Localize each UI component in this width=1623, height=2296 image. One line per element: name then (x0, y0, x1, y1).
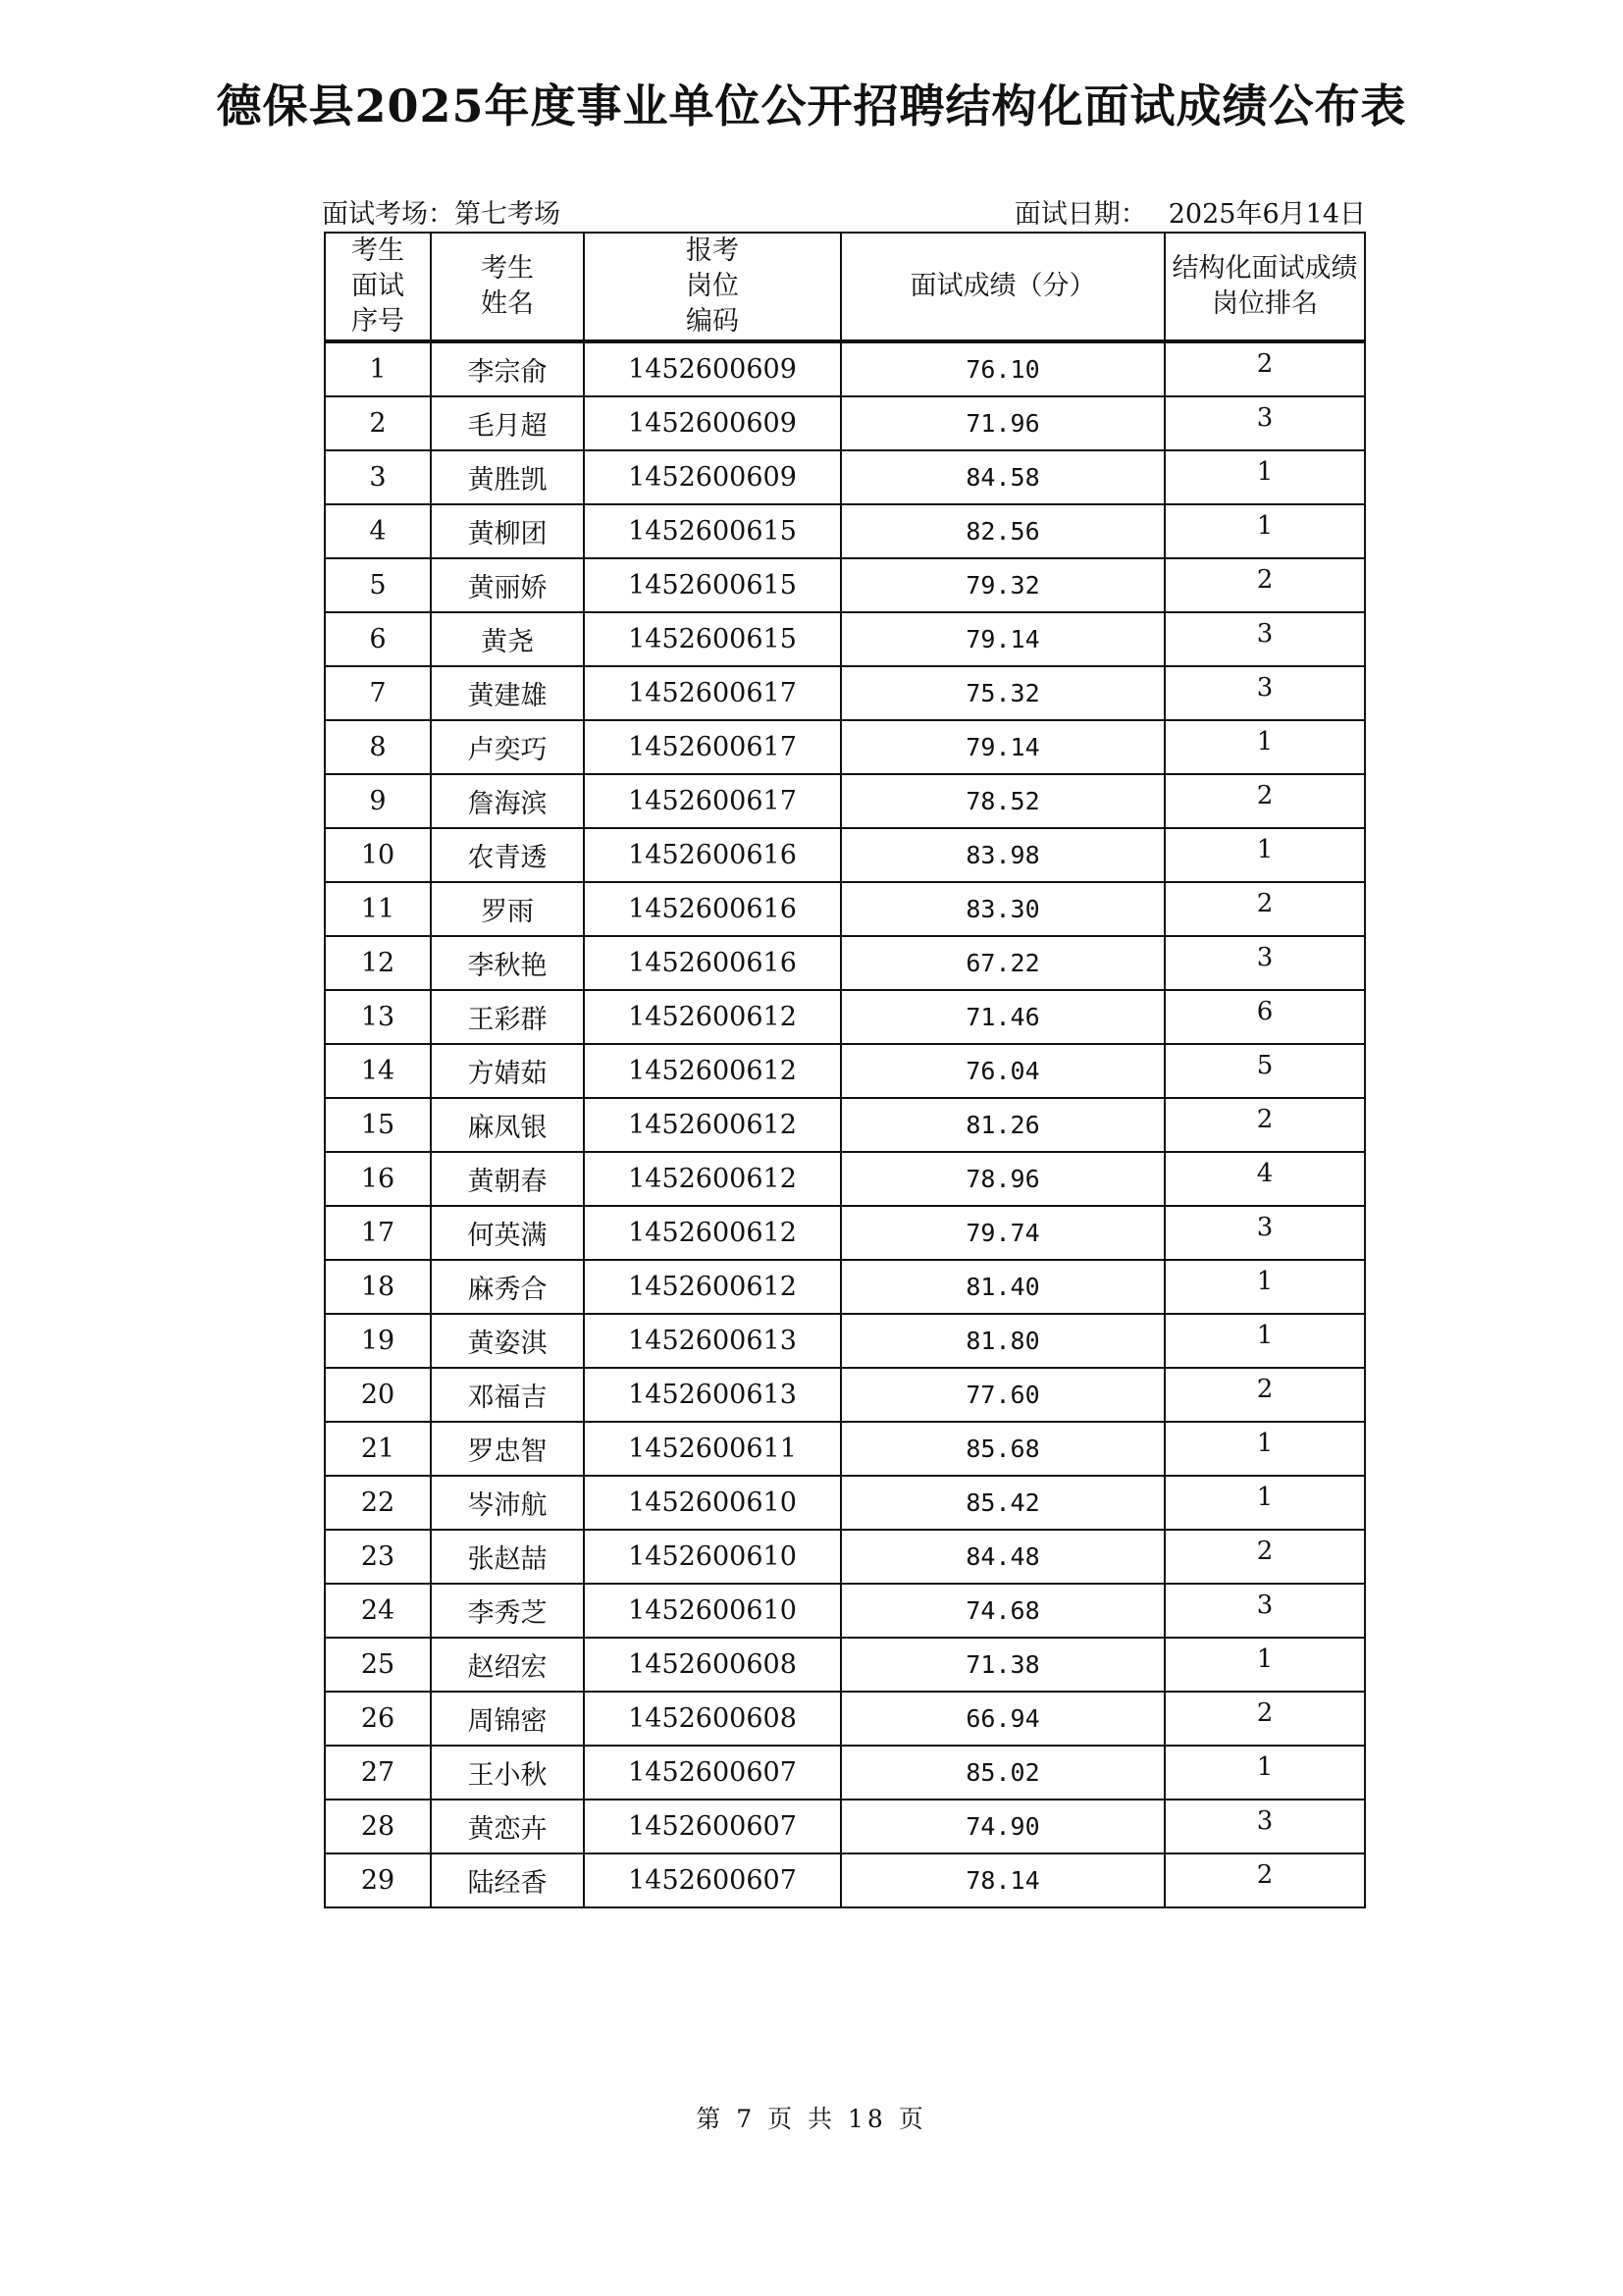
cell-seq: 14 (325, 1044, 431, 1098)
cell-name: 王彩群 (431, 990, 584, 1044)
cell-name: 黄尧 (431, 612, 584, 666)
cell-seq: 25 (325, 1638, 431, 1692)
cell-seq: 28 (325, 1800, 431, 1853)
header-score: 面试成绩（分） (841, 233, 1165, 341)
cell-rank: 3 (1165, 1800, 1365, 1853)
cell-code: 1452600617 (584, 720, 841, 774)
cell-score: 84.58 (841, 450, 1165, 504)
cell-rank: 1 (1165, 1638, 1365, 1692)
cell-score: 71.38 (841, 1638, 1165, 1692)
cell-rank: 1 (1165, 1476, 1365, 1530)
table-row (325, 1206, 1365, 1260)
exam-venue: 面试考场：第七考场 (322, 199, 560, 230)
cell-seq: 11 (325, 882, 431, 936)
cell-seq: 26 (325, 1692, 431, 1746)
cell-code: 1452600612 (584, 990, 841, 1044)
table-row (325, 1853, 1365, 1907)
cell-code: 1452600610 (584, 1530, 841, 1584)
cell-rank: 3 (1165, 936, 1365, 990)
table-row (325, 936, 1365, 990)
cell-name: 卢奕巧 (431, 720, 584, 774)
cell-code: 1452600609 (584, 341, 841, 396)
cell-code: 1452600612 (584, 1044, 841, 1098)
cell-score: 85.42 (841, 1476, 1165, 1530)
cell-name: 李秋艳 (431, 936, 584, 990)
table-row (325, 1260, 1365, 1314)
cell-score: 71.96 (841, 396, 1165, 450)
cell-name: 赵绍宏 (431, 1638, 584, 1692)
cell-rank: 1 (1165, 1260, 1365, 1314)
cell-code: 1452600607 (584, 1853, 841, 1907)
table-row (325, 1692, 1365, 1746)
cell-rank: 2 (1165, 341, 1365, 396)
cell-score: 83.98 (841, 828, 1165, 882)
cell-seq: 15 (325, 1098, 431, 1152)
cell-rank: 1 (1165, 504, 1365, 558)
cell-score: 81.80 (841, 1314, 1165, 1368)
cell-name: 黄柳团 (431, 504, 584, 558)
cell-name: 毛月超 (431, 396, 584, 450)
cell-code: 1452600612 (584, 1152, 841, 1206)
cell-code: 1452600616 (584, 882, 841, 936)
cell-score: 82.56 (841, 504, 1165, 558)
cell-rank: 1 (1165, 828, 1365, 882)
cell-name: 李宗俞 (431, 341, 584, 396)
cell-name: 黄丽娇 (431, 558, 584, 612)
table-row (325, 450, 1365, 504)
cell-score: 83.30 (841, 882, 1165, 936)
cell-score: 85.68 (841, 1422, 1165, 1476)
cell-seq: 17 (325, 1206, 431, 1260)
header-code: 报考岗位编码 (584, 233, 841, 341)
cell-code: 1452600608 (584, 1638, 841, 1692)
cell-code: 1452600613 (584, 1368, 841, 1422)
cell-seq: 7 (325, 666, 431, 720)
table-row (325, 990, 1365, 1044)
exam-date-value: 2025年6月14日 (1168, 199, 1366, 230)
cell-score: 79.74 (841, 1206, 1165, 1260)
cell-code: 1452600615 (584, 504, 841, 558)
cell-seq: 21 (325, 1422, 431, 1476)
cell-seq: 22 (325, 1476, 431, 1530)
table-row (325, 774, 1365, 828)
cell-rank: 4 (1165, 1152, 1365, 1206)
cell-code: 1452600607 (584, 1800, 841, 1853)
table-body (325, 341, 1365, 1907)
cell-code: 1452600612 (584, 1098, 841, 1152)
cell-code: 1452600616 (584, 936, 841, 990)
cell-rank: 1 (1165, 1314, 1365, 1368)
table-row (325, 666, 1365, 720)
table-row (325, 1098, 1365, 1152)
cell-code: 1452600612 (584, 1206, 841, 1260)
cell-name: 王小秋 (431, 1746, 584, 1800)
cell-code: 1452600615 (584, 558, 841, 612)
cell-seq: 1 (325, 341, 431, 396)
table-row (325, 1368, 1365, 1422)
score-table (324, 232, 1366, 1908)
table-row (325, 1476, 1365, 1530)
cell-name: 邓福吉 (431, 1368, 584, 1422)
cell-name: 陆经香 (431, 1853, 584, 1907)
cell-rank: 6 (1165, 990, 1365, 1044)
cell-rank: 1 (1165, 1422, 1365, 1476)
cell-rank: 2 (1165, 558, 1365, 612)
cell-score: 79.14 (841, 720, 1165, 774)
cell-rank: 3 (1165, 396, 1365, 450)
cell-seq: 5 (325, 558, 431, 612)
cell-rank: 3 (1165, 666, 1365, 720)
cell-name: 何英满 (431, 1206, 584, 1260)
cell-code: 1452600615 (584, 612, 841, 666)
table-row (325, 720, 1365, 774)
exam-date-label: 面试日期： (1014, 199, 1147, 230)
cell-code: 1452600608 (584, 1692, 841, 1746)
cell-name: 詹海滨 (431, 774, 584, 828)
cell-score: 76.10 (841, 341, 1165, 396)
cell-rank: 3 (1165, 1206, 1365, 1260)
cell-name: 张赵喆 (431, 1530, 584, 1584)
cell-rank: 3 (1165, 612, 1365, 666)
cell-name: 岑沛航 (431, 1476, 584, 1530)
table-row (325, 1152, 1365, 1206)
cell-name: 农青透 (431, 828, 584, 882)
cell-rank: 2 (1165, 1692, 1365, 1746)
cell-score: 74.68 (841, 1584, 1165, 1638)
cell-score: 75.32 (841, 666, 1165, 720)
cell-score: 74.90 (841, 1800, 1165, 1853)
cell-rank: 5 (1165, 1044, 1365, 1098)
cell-score: 76.04 (841, 1044, 1165, 1098)
cell-score: 78.14 (841, 1853, 1165, 1907)
table-row (325, 558, 1365, 612)
cell-score: 85.02 (841, 1746, 1165, 1800)
cell-rank: 2 (1165, 1368, 1365, 1422)
cell-name: 罗雨 (431, 882, 584, 936)
cell-seq: 9 (325, 774, 431, 828)
cell-seq: 18 (325, 1260, 431, 1314)
cell-rank: 2 (1165, 1853, 1365, 1907)
cell-seq: 23 (325, 1530, 431, 1584)
cell-name: 黄胜凯 (431, 450, 584, 504)
cell-rank: 1 (1165, 1746, 1365, 1800)
header-rank: 结构化面试成绩岗位排名 (1165, 233, 1365, 341)
table-row (325, 1422, 1365, 1476)
cell-code: 1452600617 (584, 666, 841, 720)
cell-name: 李秀芝 (431, 1584, 584, 1638)
cell-seq: 8 (325, 720, 431, 774)
cell-seq: 24 (325, 1584, 431, 1638)
table-row (325, 341, 1365, 396)
cell-score: 66.94 (841, 1692, 1165, 1746)
table-row (325, 1746, 1365, 1800)
exam-date (1015, 192, 1366, 231)
page-footer: 第 7 页 共 18 页 (696, 2105, 927, 2133)
cell-rank: 2 (1165, 1530, 1365, 1584)
cell-seq: 4 (325, 504, 431, 558)
cell-seq: 20 (325, 1368, 431, 1422)
cell-name: 黄朝春 (431, 1152, 584, 1206)
cell-seq: 2 (325, 396, 431, 450)
table-row (325, 504, 1365, 558)
cell-code: 1452600617 (584, 774, 841, 828)
table-row (325, 396, 1365, 450)
cell-rank: 2 (1165, 882, 1365, 936)
cell-code: 1452600610 (584, 1476, 841, 1530)
cell-seq: 29 (325, 1853, 431, 1907)
cell-rank: 3 (1165, 1584, 1365, 1638)
cell-name: 黄姿淇 (431, 1314, 584, 1368)
cell-score: 78.52 (841, 774, 1165, 828)
table-row (325, 1584, 1365, 1638)
cell-name: 罗忠智 (431, 1422, 584, 1476)
table-row (325, 1044, 1365, 1098)
cell-code: 1452600612 (584, 1260, 841, 1314)
cell-code: 1452600610 (584, 1584, 841, 1638)
cell-rank: 1 (1165, 720, 1365, 774)
cell-name: 黄恋卉 (431, 1800, 584, 1853)
cell-score: 79.32 (841, 558, 1165, 612)
table-row (325, 882, 1365, 936)
table-row (325, 612, 1365, 666)
cell-code: 1452600611 (584, 1422, 841, 1476)
cell-seq: 10 (325, 828, 431, 882)
cell-name: 方婧茹 (431, 1044, 584, 1098)
cell-score: 71.46 (841, 990, 1165, 1044)
cell-rank: 2 (1165, 774, 1365, 828)
table-row (325, 828, 1365, 882)
cell-score: 79.14 (841, 612, 1165, 666)
table-row (325, 1314, 1365, 1368)
cell-seq: 27 (325, 1746, 431, 1800)
cell-score: 81.40 (841, 1260, 1165, 1314)
cell-seq: 12 (325, 936, 431, 990)
cell-name: 麻凤银 (431, 1098, 584, 1152)
table-row (325, 1638, 1365, 1692)
cell-rank: 2 (1165, 1098, 1365, 1152)
table-row (325, 1530, 1365, 1584)
cell-seq: 6 (325, 612, 431, 666)
cell-score: 81.26 (841, 1098, 1165, 1152)
cell-name: 周锦密 (431, 1692, 584, 1746)
cell-name: 麻秀合 (431, 1260, 584, 1314)
header-seq: 考生面试序号 (325, 233, 431, 341)
cell-score: 67.22 (841, 936, 1165, 990)
cell-score: 77.60 (841, 1368, 1165, 1422)
cell-rank: 1 (1165, 450, 1365, 504)
cell-seq: 19 (325, 1314, 431, 1368)
cell-score: 78.96 (841, 1152, 1165, 1206)
cell-code: 1452600609 (584, 450, 841, 504)
header-name: 考生姓名 (431, 233, 584, 341)
cell-code: 1452600607 (584, 1746, 841, 1800)
cell-name: 黄建雄 (431, 666, 584, 720)
table-row (325, 1800, 1365, 1853)
page-title: 德保县2025年度事业单位公开招聘结构化面试成绩公布表 (216, 79, 1407, 132)
cell-code: 1452600609 (584, 396, 841, 450)
cell-code: 1452600616 (584, 828, 841, 882)
cell-seq: 16 (325, 1152, 431, 1206)
cell-seq: 3 (325, 450, 431, 504)
cell-seq: 13 (325, 990, 431, 1044)
table-header-row (325, 233, 1365, 341)
cell-score: 84.48 (841, 1530, 1165, 1584)
cell-code: 1452600613 (584, 1314, 841, 1368)
